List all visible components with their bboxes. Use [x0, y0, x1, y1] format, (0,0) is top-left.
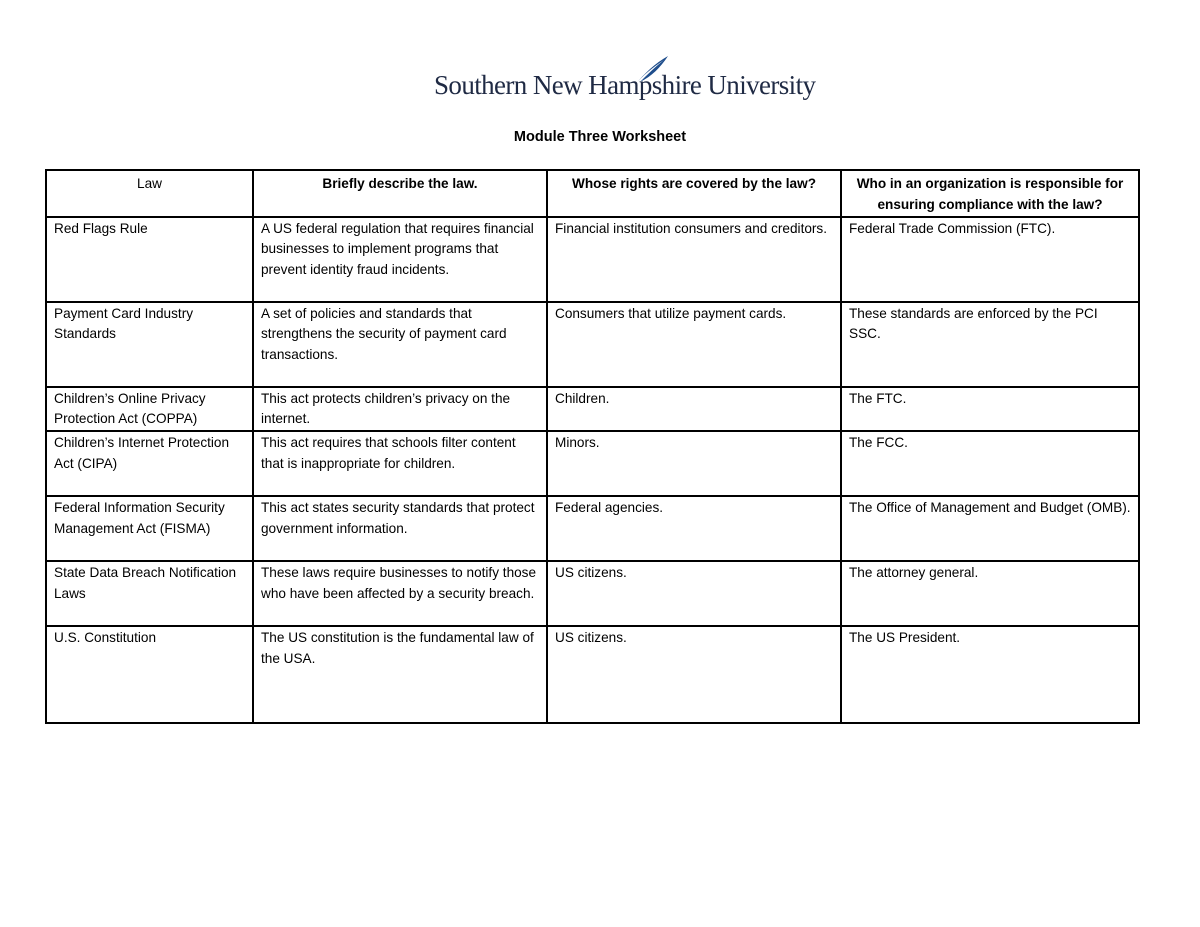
responsible-cell: The FTC.	[841, 387, 1139, 432]
responsible-cell: The US President.	[841, 626, 1139, 723]
university-logo	[434, 54, 816, 106]
law-cell: Red Flags Rule	[46, 217, 253, 302]
table-row	[46, 387, 1139, 432]
responsible-cell: The FCC.	[841, 431, 1139, 496]
responsible-cell: Federal Trade Commission (FTC).	[841, 217, 1139, 302]
rights-cell: Minors.	[547, 431, 841, 496]
law-cell: Children’s Internet Protection Act (CIPA)	[46, 431, 253, 496]
law-cell: State Data Breach Notification Laws	[46, 561, 253, 626]
law-cell: Payment Card Industry Standards	[46, 302, 253, 387]
column-header-rights: Whose rights are covered by the law?	[547, 170, 841, 217]
rights-cell: Financial institution consumers and creditors.	[547, 217, 841, 302]
law-cell: U.S. Constitution	[46, 626, 253, 723]
description-cell: These laws require businesses to notify those who have been affected by a security breach.	[253, 561, 547, 626]
description-cell: This act requires that schools filter content that is inappropriate for children.	[253, 431, 547, 496]
description-cell: This act states security standards that protect government information.	[253, 496, 547, 561]
table-row	[46, 217, 1139, 302]
table-row	[46, 302, 1139, 387]
responsible-cell: The Office of Management and Budget (OMB).	[841, 496, 1139, 561]
rights-cell: Federal agencies.	[547, 496, 841, 561]
table-row	[46, 431, 1139, 496]
responsible-cell: The attorney general.	[841, 561, 1139, 626]
rights-cell: US citizens.	[547, 626, 841, 723]
university-name: Southern New Hampshire University	[434, 70, 816, 100]
law-cell: Children’s Online Privacy Protection Act (COPPA)	[46, 387, 253, 432]
column-header-law: Law	[46, 170, 253, 217]
law-cell: Federal Information Security Management Act (FISMA)	[46, 496, 253, 561]
description-cell: This act protects children’s privacy on the internet.	[253, 387, 547, 432]
description-cell: The US constitution is the fundamental law of the USA.	[253, 626, 547, 723]
table-row	[46, 626, 1139, 723]
table-header-row	[46, 170, 1139, 217]
table-row	[46, 561, 1139, 626]
column-header-description: Briefly describe the law.	[253, 170, 547, 217]
rights-cell: Consumers that utilize payment cards.	[547, 302, 841, 387]
column-header-responsible: Who in an organization is responsible for ensuring compliance with the law?	[841, 170, 1139, 217]
rights-cell: US citizens.	[547, 561, 841, 626]
page-title: Module Three Worksheet	[513, 129, 687, 145]
rights-cell: Children.	[547, 387, 841, 432]
responsible-cell: These standards are enforced by the PCI SSC.	[841, 302, 1139, 387]
table-row	[46, 496, 1139, 561]
description-cell: A set of policies and standards that strengthens the security of payment card transactions.	[253, 302, 547, 387]
description-cell: A US federal regulation that requires financial businesses to implement programs that prevent identity fraud incidents.	[253, 217, 547, 302]
worksheet-table	[45, 169, 1140, 724]
